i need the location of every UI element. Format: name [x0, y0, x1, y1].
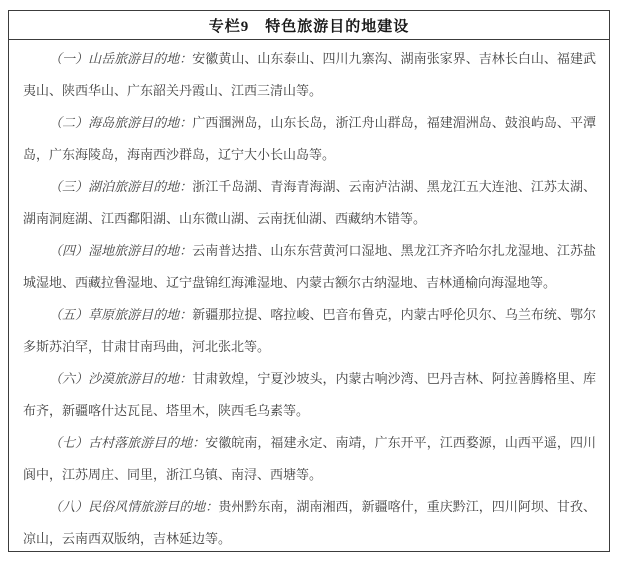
destination-label-5: （五）草原旅游目的地：: [49, 307, 193, 322]
destination-item-1: [23, 43, 596, 107]
destination-text-8: 贵州黔东南，湖南湘西，新疆喀什，重庆黔江，四川阿坝、甘孜、凉山，云南西双版纳，吉林延边等。: [23, 499, 596, 546]
destination-item-6: [23, 363, 596, 427]
destination-label-7: （七）古村落旅游目的地：: [49, 435, 206, 450]
destination-text-7: 安徽皖南，福建永定、南靖，广东开平，江西婺源，山西平遥，四川阆中，江苏周庄、同里，浙江乌镇、南浔、西塘等。: [23, 435, 596, 482]
destination-text-1: 安徽黄山、山东泰山、四川九寨沟、湖南张家界、吉林长白山、福建武夷山、陕西华山、广东韶关丹霞山、江西三清山等。: [23, 51, 596, 98]
column-body: [9, 40, 609, 552]
destination-label-1: （一）山岳旅游目的地：: [49, 51, 193, 66]
destination-label-8: （八）民俗风情旅游目的地：: [49, 499, 219, 514]
destination-text-6: 甘肃敦煌，宁夏沙坡头，内蒙古响沙湾、巴丹吉林、阿拉善腾格里、库布齐，新疆喀什达瓦昆、塔里木，陕西毛乌素等。: [23, 371, 596, 418]
destination-label-3: （三）湖泊旅游目的地：: [49, 179, 193, 194]
destination-item-7: [23, 427, 596, 491]
column-box: [8, 10, 610, 552]
destination-text-2: 广西涠洲岛，山东长岛，浙江舟山群岛，福建湄洲岛、鼓浪屿岛、平潭岛，广东海陵岛，海南西沙群岛，辽宁大小长山岛等。: [23, 115, 596, 162]
destination-text-3: 浙江千岛湖、青海青海湖、云南泸沽湖、黑龙江五大连池、江苏太湖、湖南洞庭湖、江西鄱阳湖、山东微山湖、云南抚仙湖、西藏纳木错等。: [23, 179, 596, 226]
destination-label-4: （四）湿地旅游目的地：: [49, 243, 193, 258]
destination-item-5: [23, 299, 596, 363]
destination-label-2: （二）海岛旅游目的地：: [49, 115, 193, 130]
destination-text-4: 云南普达措、山东东营黄河口湿地、黑龙江齐齐哈尔扎龙湿地、江苏盐城湿地、西藏拉鲁湿地、辽宁盘锦红海滩湿地、内蒙古额尔古纳湿地、吉林通榆向海湿地等。: [23, 243, 596, 290]
destination-item-4: [23, 235, 596, 299]
destination-item-3: [23, 171, 596, 235]
destination-item-8: [23, 491, 596, 552]
column-title: 专栏9 特色旅游目的地建设: [9, 11, 609, 40]
destination-item-2: [23, 107, 596, 171]
destination-text-5: 新疆那拉提、喀拉峻、巴音布鲁克，内蒙古呼伦贝尔、乌兰布统、鄂尔多斯苏泊罕，甘肃甘南玛曲，河北张北等。: [23, 307, 596, 354]
destination-label-6: （六）沙漠旅游目的地：: [49, 371, 193, 386]
